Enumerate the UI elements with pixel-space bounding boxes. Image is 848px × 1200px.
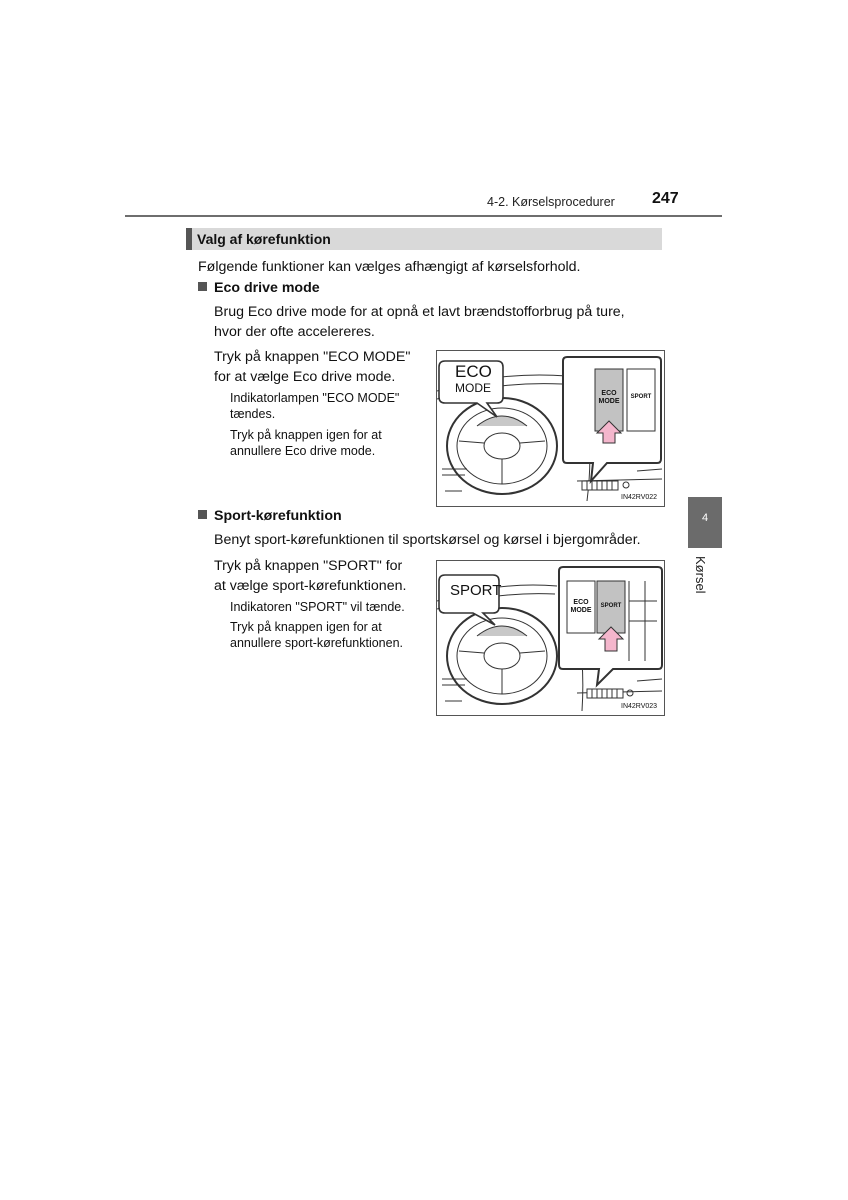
sport-description: Benyt sport-kørefunktionen til sportskørsel og kørsel i bjergområder. xyxy=(214,532,641,548)
eco-note-1 xyxy=(230,390,424,422)
sport-note-line: annullere sport-kørefunktionen. xyxy=(230,636,404,650)
eco-note-line: Indikatorlampen "ECO MODE" xyxy=(230,391,400,405)
chapter-tab xyxy=(688,497,722,548)
figure-code: IN42RV022 xyxy=(621,494,658,501)
eco-button-label xyxy=(597,390,621,406)
callout-line: MODE xyxy=(455,381,491,395)
chapter-number: 4 xyxy=(701,512,709,524)
sport-step-line: at vælge sport-kørefunktionen. xyxy=(214,578,407,594)
sport-button-shape xyxy=(627,369,655,431)
eco-desc-line: hvor der ofte accelereres. xyxy=(214,324,375,340)
intro-text: Følgende funktioner kan vælges afhængigt af kørselsforhold. xyxy=(198,259,581,275)
eco-step-line: for at vælge Eco drive mode. xyxy=(214,369,396,385)
sport-step-line: Tryk på knappen "SPORT" for xyxy=(214,558,403,574)
sport-button-label: SPORT xyxy=(630,394,652,400)
eco-step-line: Tryk på knappen "ECO MODE" xyxy=(214,349,411,365)
eco-description xyxy=(214,302,658,342)
sport-heading xyxy=(198,508,342,524)
section-title: Valg af kørefunktion xyxy=(197,231,331,247)
eco-step xyxy=(214,347,425,387)
button-label-line: ECO xyxy=(601,390,617,397)
eco-note-line: annullere Eco drive mode. xyxy=(230,444,376,458)
eco-note-line: tændes. xyxy=(230,407,276,421)
square-bullet-icon xyxy=(198,282,207,291)
button-label-line: MODE xyxy=(598,398,620,405)
button-label-line: ECO xyxy=(573,599,589,606)
sport-button-label: SPORT xyxy=(600,603,622,609)
eco-heading-label: Eco drive mode xyxy=(214,280,320,296)
chapter-label: Kørsel xyxy=(693,556,708,594)
figure-code: IN42RV023 xyxy=(621,703,658,710)
eco-mode-figure xyxy=(436,350,665,507)
running-header: 4-2. Kørselsprocedurer xyxy=(487,195,615,209)
eco-note-2 xyxy=(230,427,424,459)
eco-note-line: Tryk på knappen igen for at xyxy=(230,428,382,442)
eco-desc-line: Brug Eco drive mode for at opnå et lavt brændstofforbrug på ture, xyxy=(214,304,625,320)
section-title-bar xyxy=(186,228,662,250)
eco-callout-text xyxy=(455,364,492,396)
sport-callout-text: SPORT xyxy=(450,582,502,599)
eco-button-label xyxy=(569,599,593,615)
sport-note-2 xyxy=(230,619,424,651)
sport-note-1: Indikatoren "SPORT" vil tænde. xyxy=(230,600,405,614)
square-bullet-icon xyxy=(198,510,207,519)
sport-heading-label: Sport-kørefunktion xyxy=(214,508,342,524)
sport-note-line: Tryk på knappen igen for at xyxy=(230,620,382,634)
sport-step xyxy=(214,556,425,596)
page-number: 247 xyxy=(652,190,679,207)
section-accent xyxy=(186,228,192,250)
callout-line: ECO xyxy=(455,362,492,381)
header-rule xyxy=(125,215,722,217)
button-label-line: MODE xyxy=(570,607,592,614)
eco-heading xyxy=(198,280,320,296)
sport-mode-figure xyxy=(436,560,665,716)
